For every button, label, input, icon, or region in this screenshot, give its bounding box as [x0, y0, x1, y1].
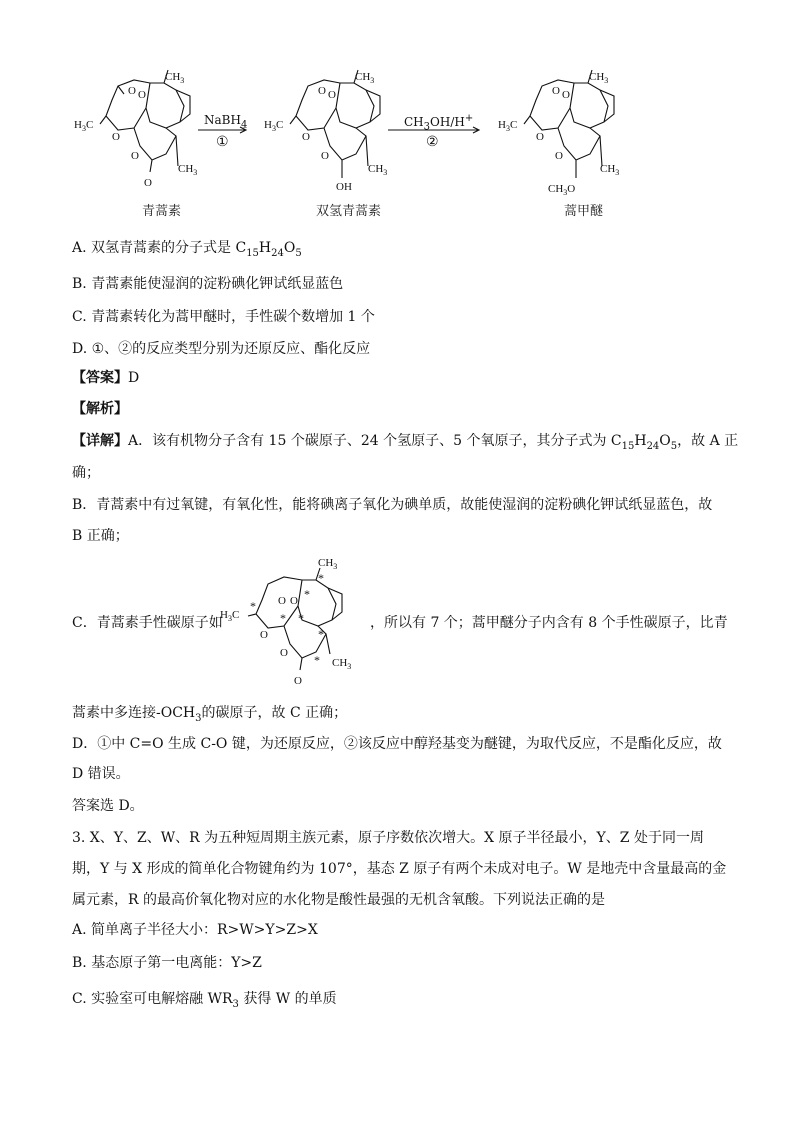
detail-a-line2: 确； [72, 465, 100, 481]
chiral-mark: * [298, 611, 304, 625]
option-b: B. 青蒿素能使湿润的淀粉碘化钾试纸显蓝色 [72, 276, 344, 292]
chiral-mark: * [318, 627, 324, 641]
label-artemisinin: 青蒿素 [142, 204, 182, 219]
h3c-label: $H_3C$ [498, 119, 518, 133]
sub: 3 [195, 712, 202, 724]
chiral-mark: * [318, 571, 324, 585]
chiral-mark: * [280, 611, 286, 625]
option-a-text: A. 双氢青蒿素的分子式是 C [72, 240, 247, 256]
sub: 24 [646, 440, 660, 452]
o-label: O [128, 85, 136, 97]
ch3-label: $CH_3$ [332, 657, 352, 671]
o-label: O [260, 629, 268, 641]
o-label: O [562, 89, 570, 101]
detail-c-pre: C．青蒿素手性碳原子如 [72, 615, 223, 631]
o-label: O [302, 131, 310, 143]
sub: 15 [621, 440, 635, 452]
q3-line2: 期，Y 与 X 形成的简单化合物键角约为 107°，基态 Z 原子有两个未成对电子。W 是地壳中含量最高的金 [72, 861, 727, 877]
detail-c-line2 [72, 703, 347, 729]
step-2-marker: ② [426, 134, 439, 150]
o-label: O [294, 675, 302, 687]
ch3-label: $CH_3$ [165, 71, 185, 85]
final-answer: 答案选 D。 [72, 798, 144, 814]
detail-label: 【详解】 [72, 433, 128, 449]
o-label: O [112, 131, 120, 143]
option-a [72, 238, 302, 264]
reagent-1-sub: 4 [240, 119, 248, 131]
sub: 3 [232, 998, 239, 1010]
artemisinin-structure [100, 70, 190, 172]
dihydroartemisinin-structure [290, 70, 380, 178]
detail-b-line2: B 正确； [72, 528, 129, 544]
reagent-2-sub: 3 [423, 121, 431, 133]
option-d: D. ①、②的反应类型分别为还原反应、酯化反应 [72, 341, 371, 357]
ch3-label: $CH_3$ [178, 163, 198, 177]
reagent-2-text: CH [404, 115, 424, 129]
answer-label: 【答案】 [72, 370, 128, 386]
chiral-carbon-structure [218, 552, 368, 692]
sub: 24 [271, 247, 284, 259]
q3-option-c-pre: C. 实验室可电解熔融 WR [72, 991, 233, 1007]
o-label: O [290, 595, 298, 607]
ch3-label: $CH_3$ [589, 71, 609, 85]
detail-c-line1-post: ，所以有 7 个；蒿甲醚分子内含有 8 个手性碳原子，比青 [370, 615, 728, 631]
detail-b-line1: B．青蒿素中有过氧键，有氧化性，能将碘离子氧化为碘单质，故能使湿润的淀粉碘化钾试纸显蓝色，故 [72, 497, 713, 513]
detail-a-post: ，故 A 正 [677, 433, 739, 449]
oh-label: OH [336, 181, 352, 193]
element-o: O [659, 433, 671, 449]
analysis-label: 【解析】 [72, 401, 128, 417]
label-artemether: 蒿甲醚 [564, 204, 604, 219]
reagent-2-rest: OH/H [430, 115, 465, 129]
o-label: O [328, 89, 336, 101]
detail-c2-pre: 蒿素中多连接-OCH [72, 705, 196, 721]
sub: 5 [670, 440, 678, 452]
chiral-mark: * [304, 587, 310, 601]
o-label: O [144, 177, 152, 189]
reagent-2 [404, 113, 473, 132]
detail-c2-post: 的碳原子，故 C 正确； [201, 705, 348, 721]
artemether-structure [524, 70, 614, 178]
label-dihydroartemisinin: 双氢青蒿素 [316, 204, 382, 219]
o-label: O [278, 595, 286, 607]
answer-value: D [128, 370, 140, 386]
detail-c-line1 [72, 613, 223, 633]
q3-option-c-post: 获得 W 的单质 [238, 991, 337, 1007]
h3c-label: $H_3C$ [74, 119, 94, 133]
step-1-marker: ① [216, 134, 229, 150]
q3-line3: 属元素，R 的最高价氧化物对应的水化物是酸性最强的无机含氧酸。下列说法正确的是 [72, 892, 605, 908]
chiral-mark: * [314, 653, 320, 667]
reagent-1-text: NaBH [204, 113, 241, 127]
reaction-scheme [0, 0, 794, 225]
sub: 5 [295, 247, 302, 259]
o-label: O [536, 131, 544, 143]
q3-option-b: B. 基态原子第一电离能：Y>Z [72, 955, 262, 971]
o-label: O [555, 150, 563, 162]
o-label: O [280, 647, 288, 659]
o-label: O [131, 150, 139, 162]
element-o: O [283, 240, 296, 256]
h3c-label: $H_3C$ [264, 119, 284, 133]
reagent-1 [204, 113, 247, 130]
sub: 15 [246, 247, 259, 259]
chiral-mark: * [250, 599, 256, 613]
reagent-2-sup: + [464, 113, 474, 124]
o-label: O [138, 89, 146, 101]
option-c: C. 青蒿素转化为蒿甲醚时，手性碳个数增加 1 个 [72, 309, 375, 325]
detail-d-line2: D 错误。 [72, 766, 130, 782]
q3-line1: 3. X、Y、Z、W、R 为五种短周期主族元素，原子序数依次增大。X 原子半径最小，Y、Z 处于同一周 [72, 830, 704, 846]
element-h: H [634, 433, 647, 449]
och3-label: $CH_3O$ [548, 183, 576, 197]
o-label: O [321, 150, 329, 162]
ch3-label: $CH_3$ [600, 163, 620, 177]
o-label: O [318, 85, 326, 97]
detail-a-line1 [72, 431, 738, 457]
element-h: H [258, 240, 272, 256]
reaction-scheme-drawing [0, 0, 794, 225]
q3-option-c [72, 989, 337, 1015]
ch3-label: $CH_3$ [368, 163, 388, 177]
q3-option-a: A. 简单离子半径大小：R>W>Y>Z>X [72, 922, 318, 938]
h3c-label: $H_3C$ [220, 609, 240, 623]
detail-d-line1: D．①中 C=O 生成 C-O 键，为还原反应，②该反应中醇羟基变为醚键，为取代反应，不是酯化反应，故 [72, 736, 722, 752]
detail-a-text: A．该有机物分子含有 15 个碳原子、24 个氢原子、5 个氧原子，其分子式为 C [128, 433, 622, 449]
answer-line [72, 368, 139, 388]
ch3-label: $CH_3$ [355, 71, 375, 85]
ch3-label: $CH_3$ [318, 557, 338, 571]
o-label: O [552, 85, 560, 97]
